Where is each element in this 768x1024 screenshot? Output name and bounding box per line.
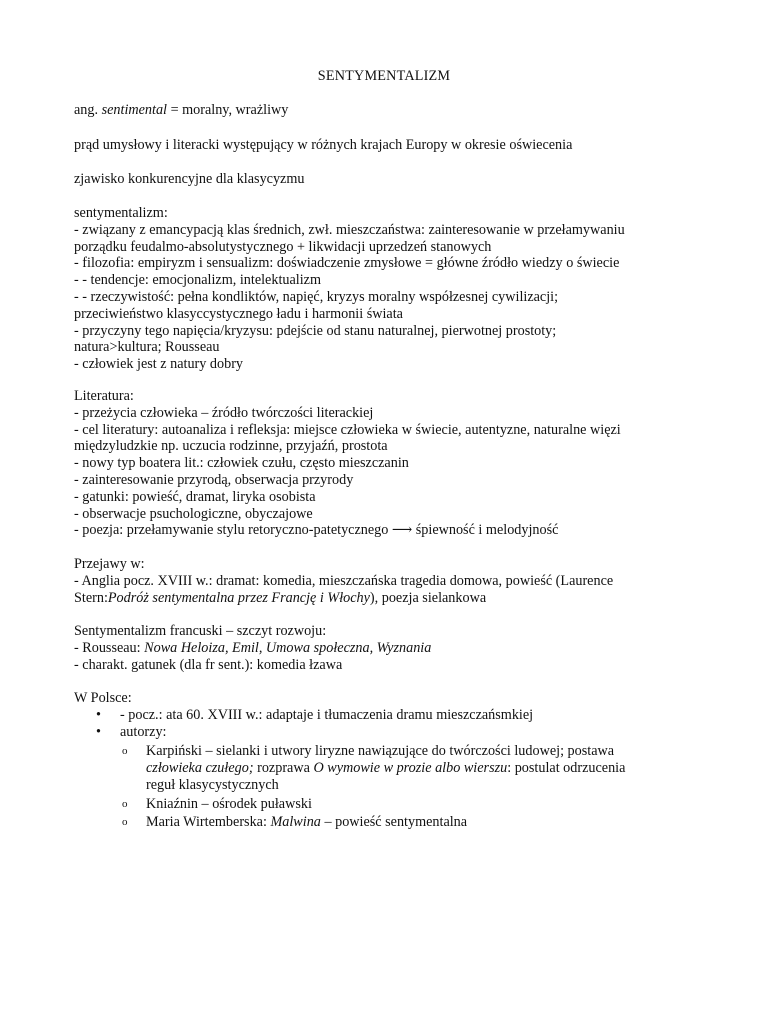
text-line: - cel literatury: autoanaliza i refleksja: miejsce człowieka w świecie, autentyzne, naturalne więzi bbox=[74, 421, 621, 438]
text-line: - - rzeczywistość: pełna kondliktów, napięć, kryzys moralny współzesnej cywilizacji; bbox=[74, 288, 559, 305]
section-sentymentalizm bbox=[74, 205, 734, 373]
bullet-icon: • bbox=[96, 724, 101, 740]
competition-line: zjawisko konkurencyjne dla klasycyzmu bbox=[74, 171, 305, 187]
intro-prefix: ang. bbox=[74, 102, 102, 118]
text-line: - człowiek jest z natury dobry bbox=[74, 356, 244, 373]
text-line: - związany z emancypacją klas średnich, zwł. mieszczaństwa: zainteresowanie w przełamywaniu bbox=[74, 221, 625, 238]
text-line: - Anglia pocz. XVIII w.: dramat: komedia, mieszczańska tragedia domowa, powieść (Laurence bbox=[74, 572, 614, 589]
work-title: O wymowie w prozie albo wierszu bbox=[313, 760, 508, 776]
text-segment: ), poezja sielankowa bbox=[369, 589, 487, 606]
text-line bbox=[74, 590, 734, 607]
section-heading-polska: W Polsce: bbox=[74, 690, 132, 706]
text-segment: rozprawa bbox=[253, 760, 314, 776]
sub-list-item bbox=[146, 814, 467, 831]
text-line: - zainteresowanie przyrodą, obserwacja przyrody bbox=[74, 471, 354, 488]
section-francuski bbox=[74, 623, 734, 673]
text-segment: Maria Wirtemberska: bbox=[146, 814, 271, 830]
section-heading: sentymentalizm: bbox=[74, 205, 168, 221]
text-line: - poezja: przełamywanie stylu retoryczno-patetycznego ⟶ śpiewność i melodyjność bbox=[74, 522, 559, 539]
text-line: - przeżycia człowieka – źródło twórczości literackiej bbox=[74, 404, 374, 421]
text-line: międzyludzkie np. uczucia rodzinne, przyjaźń, prostota bbox=[74, 438, 388, 455]
text-line: - filozofia: empiryzm i sensualizm: doświadczenie zmysłowe = główne źródło wiedzy o świecie bbox=[74, 255, 620, 272]
polska-list bbox=[74, 707, 734, 837]
book-title: Podróż sentymentalna przez Francję i Włochy bbox=[107, 589, 370, 606]
sub-list-item-continuation bbox=[146, 760, 625, 777]
page-title: SENTYMENTALIZM bbox=[317, 68, 451, 84]
sub-bullet-icon: o bbox=[122, 745, 128, 757]
sub-bullet-icon: o bbox=[122, 816, 128, 828]
text-segment: Stern: bbox=[74, 589, 108, 606]
work-title: Malwina bbox=[270, 814, 321, 830]
sub-list-item: Kniaźnin – ośrodek puławski bbox=[146, 796, 312, 812]
list-item: autorzy: bbox=[120, 724, 167, 740]
section-heading: Sentymentalizm francuski – szczyt rozwoju: bbox=[74, 623, 327, 639]
text-line: - gatunki: powieść, dramat, liryka osobista bbox=[74, 488, 316, 505]
text-segment: - Rousseau: bbox=[74, 639, 145, 656]
text-line: - charakt. gatunek (dla fr sent.): komedia łzawa bbox=[74, 656, 343, 673]
list-item: - pocz.: ata 60. XVIII w.: adaptaje i tłumaczenia dramu mieszczańsmkiej bbox=[120, 707, 534, 723]
intro-suffix: = moralny, wrażliwy bbox=[167, 102, 289, 118]
text-segment: : postulat odrzucenia bbox=[507, 760, 626, 776]
text-line: - nowy typ boatera lit.: człowiek czułu, często mieszczanin bbox=[74, 455, 409, 472]
section-literatura bbox=[74, 388, 734, 539]
book-titles: Nowa Heloiza, Emil, Umowa społeczna, Wyznania bbox=[144, 639, 432, 656]
sub-list-item: Karpiński – sielanki i utwory liryzne nawiązujące do twórczości ludowej; postawa bbox=[146, 743, 615, 759]
text-line: przeciwieństwo klasyccystycznego ładu i harmonii świata bbox=[74, 305, 403, 322]
definition-line: prąd umysłowy i literacki występujący w różnych krajach Europy w okresie oświecenia bbox=[74, 137, 573, 153]
sub-bullet-icon: o bbox=[122, 798, 128, 810]
section-przejawy bbox=[74, 556, 734, 606]
text-line bbox=[74, 640, 734, 657]
text-line: - obserwacje psuchologiczne, obyczajowe bbox=[74, 505, 313, 522]
section-heading: Przejawy w: bbox=[74, 556, 145, 572]
intro-term: sentimental bbox=[101, 102, 168, 118]
text-line: natura>kultura; Rousseau bbox=[74, 339, 220, 356]
bullet-icon: • bbox=[96, 707, 101, 723]
text-line: porządku feudalmo-absolutystycznego + likwidacji uprzedzeń stanowych bbox=[74, 238, 492, 255]
sub-list-item-continuation: reguł klasycystycznych bbox=[146, 777, 279, 793]
intro-line bbox=[74, 102, 734, 119]
text-segment: – powieść sentymentalna bbox=[320, 814, 468, 830]
italic-phrase: człowieka czułego; bbox=[146, 760, 254, 776]
text-line: - - tendencje: emocjonalizm, intelektualizm bbox=[74, 272, 321, 289]
text-line: - przyczyny tego napięcia/kryzysu: pdejście od stanu naturalnej, pierwotnej prostoty; bbox=[74, 322, 557, 339]
section-heading: Literatura: bbox=[74, 388, 134, 404]
